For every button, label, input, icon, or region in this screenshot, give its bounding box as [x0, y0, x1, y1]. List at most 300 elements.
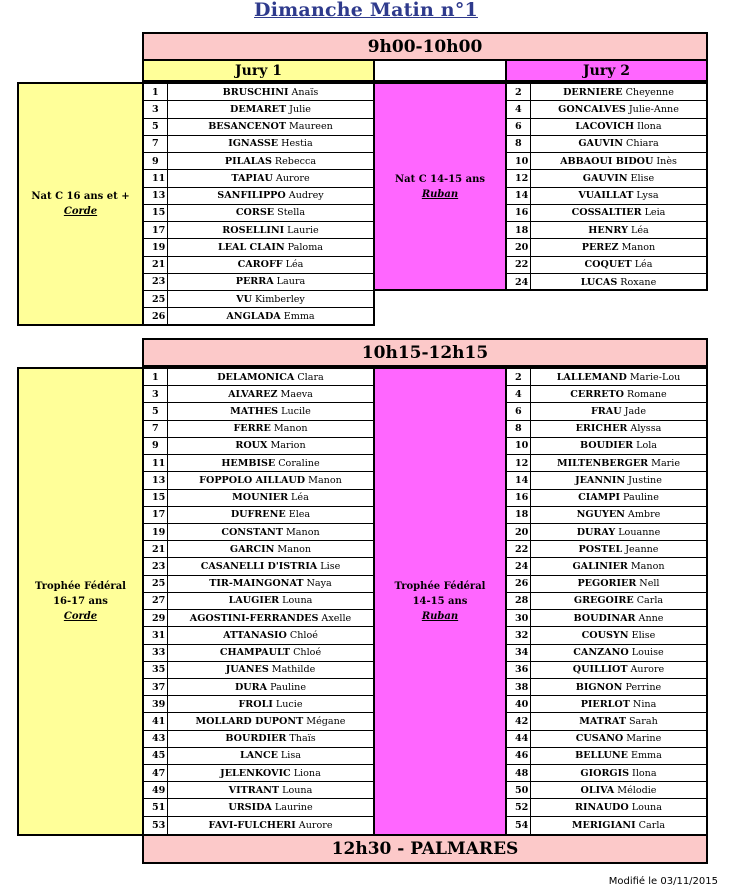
- participant-firstname: Marion: [270, 440, 306, 452]
- participant-row: [507, 205, 706, 222]
- participant-row: [144, 748, 373, 765]
- participant-number: 35: [144, 662, 168, 678]
- participant-firstname: Alyssa: [630, 423, 662, 435]
- participant-firstname: Audrey: [288, 190, 324, 202]
- participant-lastname: LALLEMAND: [556, 371, 627, 383]
- participant-lastname: COQUET: [584, 259, 632, 271]
- participant-number: 10: [507, 153, 531, 169]
- participant-row: [507, 713, 706, 730]
- category-apparatus: Ruban: [421, 611, 459, 622]
- participant-lastname: PIERLOT: [580, 698, 630, 710]
- participant-lastname: BIGNON: [575, 681, 623, 693]
- participant-number: 4: [507, 101, 531, 117]
- participant-name: [531, 610, 706, 626]
- participant-row: [507, 421, 706, 438]
- participant-number: 36: [507, 662, 531, 678]
- participant-number: 1: [144, 369, 168, 385]
- participant-row: [144, 386, 373, 403]
- participant-firstname: Sarah: [628, 715, 658, 727]
- participant-lastname: LAUGIER: [228, 595, 280, 607]
- participant-firstname: Ambre: [627, 509, 661, 521]
- participant-row: [507, 782, 706, 799]
- participant-name: [531, 713, 706, 729]
- participant-firstname: Lisa: [280, 750, 301, 762]
- participant-number: 24: [507, 274, 531, 291]
- participant-lastname: QUILLIOT: [572, 664, 628, 676]
- participant-number: 7: [144, 136, 168, 152]
- participant-row: [144, 765, 373, 782]
- participant-firstname: Perrine: [625, 681, 662, 693]
- participant-row: [507, 627, 706, 644]
- session2-jury1-table: [142, 367, 375, 836]
- participant-number: 3: [144, 101, 168, 117]
- participant-number: 51: [144, 799, 168, 815]
- participant-name: [168, 274, 373, 290]
- participant-row: [507, 153, 706, 170]
- participant-row: [144, 455, 373, 472]
- participant-name: [531, 645, 706, 661]
- participant-name: [168, 679, 373, 695]
- participant-number: 40: [507, 696, 531, 712]
- participant-lastname: GONCALVES: [558, 103, 626, 115]
- participant-name: [168, 222, 373, 238]
- participant-number: 38: [507, 679, 531, 695]
- participant-lastname: PILALAS: [224, 155, 272, 167]
- participant-firstname: Nell: [639, 578, 660, 590]
- participant-firstname: Jade: [624, 406, 646, 418]
- participant-row: [144, 817, 373, 834]
- participant-name: [168, 308, 373, 325]
- participant-row: [507, 799, 706, 816]
- participant-row: [507, 438, 706, 455]
- participant-row: [507, 576, 706, 593]
- participant-number: 6: [507, 119, 531, 135]
- participant-row: [507, 386, 706, 403]
- participant-lastname: TAPIAU: [231, 172, 273, 184]
- participant-row: [144, 239, 373, 256]
- participant-name: [531, 369, 706, 385]
- participant-lastname: DURAY: [576, 526, 616, 538]
- participant-name: [168, 541, 373, 557]
- category-name: Trophée Fédéral: [394, 581, 486, 592]
- participant-firstname: Marie: [651, 457, 681, 469]
- participant-number: 41: [144, 713, 168, 729]
- participant-firstname: Chloé: [289, 629, 318, 641]
- participant-row: [144, 490, 373, 507]
- participant-name: [531, 679, 706, 695]
- participant-number: 53: [144, 817, 168, 834]
- participant-lastname: JUANES: [225, 664, 269, 676]
- participant-lastname: VUAILLAT: [578, 190, 634, 202]
- participant-name: [168, 765, 373, 781]
- participant-number: 17: [144, 507, 168, 523]
- participant-row: [144, 696, 373, 713]
- participant-lastname: DUFRENE: [230, 509, 286, 521]
- category-name: Trophée Fédéral: [35, 581, 126, 592]
- participant-number: 2: [507, 84, 531, 100]
- participant-row: [507, 170, 706, 187]
- participant-row: [144, 274, 373, 291]
- participant-name: [168, 136, 373, 152]
- participant-firstname: Carla: [638, 819, 666, 831]
- participant-row: [144, 627, 373, 644]
- participant-firstname: Laurine: [274, 802, 313, 814]
- participant-row: [144, 438, 373, 455]
- participant-lastname: ATTANASIO: [223, 629, 287, 641]
- participant-firstname: Louna: [282, 784, 313, 796]
- participant-firstname: Ilona: [637, 121, 662, 133]
- participant-firstname: Leia: [644, 207, 666, 219]
- participant-name: [168, 438, 373, 454]
- palmares-label: 12h30 - PALMARES: [331, 839, 519, 859]
- category-apparatus: Corde: [63, 206, 98, 217]
- participant-lastname: LEAL CLAIN: [217, 241, 285, 253]
- participant-lastname: ROSELLINI: [222, 224, 285, 236]
- participant-row: [507, 696, 706, 713]
- participant-firstname: Louna: [282, 595, 313, 607]
- participant-name: [168, 490, 373, 506]
- participant-name: [168, 731, 373, 747]
- participant-lastname: AGOSTINI-FERRANDES: [189, 612, 319, 624]
- participant-number: 20: [507, 239, 531, 255]
- participant-lastname: CASANELLI D'ISTRIA: [200, 561, 318, 573]
- participant-name: [168, 782, 373, 798]
- participant-row: [507, 593, 706, 610]
- participant-name: [531, 507, 706, 523]
- participant-number: 30: [507, 610, 531, 626]
- participant-row: [507, 817, 706, 834]
- participant-lastname: FOPPOLO AILLAUD: [199, 474, 306, 486]
- participant-name: [168, 421, 373, 437]
- participant-lastname: CONSTANT: [221, 526, 283, 538]
- participant-name: [531, 403, 706, 419]
- participant-row: [507, 257, 706, 274]
- participant-firstname: Lysa: [636, 190, 659, 202]
- participant-lastname: LACOVICH: [575, 121, 635, 133]
- participant-number: 23: [144, 274, 168, 290]
- participant-lastname: MATRAT: [579, 715, 626, 727]
- participant-number: 44: [507, 731, 531, 747]
- session1-jury1-table: [142, 82, 375, 326]
- participant-firstname: Léa: [285, 259, 304, 271]
- participant-lastname: BOURDIER: [225, 733, 287, 745]
- participant-lastname: MERIGIANI: [571, 819, 636, 831]
- participant-row: [144, 188, 373, 205]
- participant-row: [507, 369, 706, 386]
- participant-name: [168, 713, 373, 729]
- participant-number: 27: [144, 593, 168, 609]
- participant-firstname: Paloma: [287, 241, 324, 253]
- participant-number: 8: [507, 136, 531, 152]
- participant-name: [531, 153, 706, 169]
- participant-number: 14: [507, 188, 531, 204]
- participant-lastname: IGNASSE: [228, 138, 279, 150]
- participant-name: [531, 386, 706, 402]
- participant-number: 17: [144, 222, 168, 238]
- participant-number: 1: [144, 84, 168, 100]
- participant-name: [531, 84, 706, 100]
- participant-number: 7: [144, 421, 168, 437]
- participant-number: 25: [144, 291, 168, 307]
- participant-name: [531, 136, 706, 152]
- participant-name: [168, 576, 373, 592]
- participant-number: 22: [507, 257, 531, 273]
- participant-number: 33: [144, 645, 168, 661]
- participant-lastname: TIR-MAINGONAT: [209, 578, 304, 590]
- participant-row: [144, 507, 373, 524]
- modified-date: Modifié le 03/11/2015: [608, 876, 718, 887]
- participant-firstname: Marine: [626, 733, 662, 745]
- participant-number: 49: [144, 782, 168, 798]
- participant-row: [144, 679, 373, 696]
- participant-row: [144, 257, 373, 274]
- participant-name: [168, 84, 373, 100]
- participant-firstname: Naya: [306, 578, 332, 590]
- participant-row: [144, 576, 373, 593]
- participant-name: [531, 188, 706, 204]
- participant-row: [507, 490, 706, 507]
- participant-lastname: GREGOIRE: [573, 595, 634, 607]
- category-age: 16-17 ans: [53, 596, 108, 607]
- participant-row: [507, 222, 706, 239]
- participant-firstname: Aurore: [630, 664, 665, 676]
- participant-row: [144, 291, 373, 308]
- participant-number: 24: [507, 558, 531, 574]
- participant-number: 15: [144, 490, 168, 506]
- participant-name: [168, 610, 373, 626]
- participant-number: 48: [507, 765, 531, 781]
- participant-firstname: Elea: [288, 509, 311, 521]
- participant-number: 11: [144, 455, 168, 471]
- participant-firstname: Emma: [630, 750, 662, 762]
- participant-row: [507, 403, 706, 420]
- participant-firstname: Justine: [628, 474, 662, 486]
- participant-number: 29: [144, 610, 168, 626]
- participant-name: [531, 239, 706, 255]
- participant-lastname: CORSE: [235, 207, 275, 219]
- participant-firstname: Pauline: [622, 492, 659, 504]
- participant-lastname: SANFILIPPO: [217, 190, 286, 202]
- participant-row: [507, 239, 706, 256]
- participant-lastname: URSIDA: [228, 802, 272, 814]
- participant-name: [168, 593, 373, 609]
- participant-number: 11: [144, 170, 168, 186]
- participant-row: [144, 645, 373, 662]
- participant-firstname: Manon: [621, 241, 656, 253]
- participant-firstname: Manon: [273, 423, 308, 435]
- participant-number: 21: [144, 541, 168, 557]
- participant-number: 12: [507, 170, 531, 186]
- participant-number: 45: [144, 748, 168, 764]
- participant-lastname: HENRY: [588, 224, 628, 236]
- participant-name: [531, 696, 706, 712]
- participant-lastname: VITRANT: [228, 784, 280, 796]
- participant-name: [168, 817, 373, 834]
- participant-firstname: Aurore: [275, 172, 310, 184]
- participant-row: [144, 101, 373, 118]
- participant-row: [507, 455, 706, 472]
- participant-firstname: Axelle: [321, 612, 352, 624]
- participant-name: [531, 524, 706, 540]
- participant-number: 42: [507, 713, 531, 729]
- participant-lastname: GALINIER: [572, 561, 628, 573]
- participant-row: [144, 541, 373, 558]
- participant-row: [507, 274, 706, 291]
- participant-number: 54: [507, 817, 531, 834]
- participant-number: 19: [144, 239, 168, 255]
- participant-lastname: GARCIN: [229, 543, 275, 555]
- participant-row: [144, 308, 373, 325]
- participant-number: 5: [144, 119, 168, 135]
- category-apparatus: Ruban: [421, 188, 459, 200]
- participant-firstname: Léa: [291, 492, 309, 504]
- participant-lastname: POSTEL: [578, 543, 623, 555]
- participant-row: [144, 731, 373, 748]
- participant-row: [507, 645, 706, 662]
- participant-firstname: Maureen: [288, 121, 333, 133]
- participant-row: [144, 662, 373, 679]
- participant-number: 32: [507, 627, 531, 643]
- category-name: Nat C 14-15 ans: [394, 173, 485, 185]
- participant-number: 6: [507, 403, 531, 419]
- participant-number: 31: [144, 627, 168, 643]
- participant-firstname: Marie-Lou: [629, 371, 681, 383]
- participant-firstname: Lise: [320, 561, 341, 573]
- participant-row: [507, 765, 706, 782]
- participant-name: [531, 593, 706, 609]
- session1-jury1-header: [142, 59, 375, 82]
- participant-lastname: CUSANO: [575, 733, 624, 745]
- participant-row: [144, 205, 373, 222]
- participant-name: [531, 662, 706, 678]
- participant-firstname: Carla: [636, 595, 664, 607]
- participant-firstname: Manon: [285, 526, 320, 538]
- participant-lastname: CANZANO: [573, 647, 629, 659]
- participant-number: 19: [144, 524, 168, 540]
- participant-number: 9: [144, 438, 168, 454]
- participant-row: [144, 799, 373, 816]
- participant-number: 12: [507, 455, 531, 471]
- participant-lastname: OLIVA: [580, 784, 615, 796]
- participant-row: [507, 558, 706, 575]
- participant-lastname: ALVAREZ: [228, 388, 278, 400]
- participant-name: [531, 205, 706, 221]
- participant-number: 16: [507, 205, 531, 221]
- participant-row: [507, 662, 706, 679]
- participant-lastname: CHAMPAULT: [219, 647, 291, 659]
- participant-number: 39: [144, 696, 168, 712]
- participant-firstname: Julie: [289, 103, 311, 115]
- participant-firstname: Laurie: [287, 224, 319, 236]
- participant-firstname: Nina: [632, 698, 657, 710]
- participant-name: [531, 438, 706, 454]
- participant-firstname: Maeva: [280, 388, 313, 400]
- participant-number: 26: [144, 308, 168, 325]
- participant-number: 2: [507, 369, 531, 385]
- session2-time-header: [142, 338, 708, 367]
- participant-lastname: GAUVIN: [578, 138, 624, 150]
- participant-firstname: Anaïs: [291, 86, 319, 98]
- participant-name: [168, 524, 373, 540]
- participant-lastname: DELAMONICA: [217, 371, 295, 383]
- participant-name: [531, 558, 706, 574]
- participant-lastname: ANGLADA: [226, 311, 281, 323]
- participant-lastname: DURA: [234, 681, 268, 693]
- participant-row: [144, 558, 373, 575]
- page-title: Dimanche Matin n°1: [254, 0, 478, 21]
- participant-row: [507, 610, 706, 627]
- participant-firstname: Léa: [634, 259, 653, 271]
- participant-name: [168, 153, 373, 169]
- participant-firstname: Ilona: [632, 767, 657, 779]
- participant-lastname: LUCAS: [580, 276, 618, 288]
- participant-lastname: VU: [236, 293, 252, 305]
- participant-lastname: JELENKOVIC: [220, 767, 291, 779]
- participant-number: 14: [507, 472, 531, 488]
- participant-number: 52: [507, 799, 531, 815]
- participant-row: [144, 713, 373, 730]
- participant-row: [144, 369, 373, 386]
- participant-row: [507, 472, 706, 489]
- participant-name: [531, 222, 706, 238]
- participant-lastname: BELLUNE: [575, 750, 628, 762]
- participant-number: 18: [507, 507, 531, 523]
- session1-jury-gap: [373, 59, 507, 82]
- participant-name: [168, 455, 373, 471]
- participant-firstname: Romane: [627, 388, 667, 400]
- participant-firstname: Hestia: [281, 138, 313, 150]
- participant-name: [168, 101, 373, 117]
- participant-name: [168, 205, 373, 221]
- participant-firstname: Mathilde: [271, 664, 316, 676]
- participant-name: [531, 119, 706, 135]
- participant-row: [144, 593, 373, 610]
- participant-number: 50: [507, 782, 531, 798]
- participant-lastname: DEMARET: [230, 103, 287, 115]
- participant-firstname: Elise: [630, 172, 655, 184]
- participant-number: 20: [507, 524, 531, 540]
- participant-number: 13: [144, 188, 168, 204]
- participant-row: [507, 101, 706, 118]
- category-apparatus: Corde: [63, 611, 98, 622]
- participant-name: [531, 817, 706, 834]
- session2-jury2-table: [505, 367, 708, 836]
- participant-name: [168, 188, 373, 204]
- participant-firstname: Rebecca: [274, 155, 317, 167]
- participant-name: [531, 257, 706, 273]
- session2-category-left: [17, 367, 144, 836]
- participant-name: [531, 541, 706, 557]
- participant-firstname: Louanne: [618, 526, 661, 538]
- participant-name: [168, 386, 373, 402]
- participant-name: [531, 765, 706, 781]
- session1-time-header: [142, 32, 708, 61]
- participant-lastname: FAVI-FULCHERI: [208, 819, 296, 831]
- participant-lastname: BRUSCHINI: [222, 86, 289, 98]
- participant-number: 15: [144, 205, 168, 221]
- participant-lastname: MILTENBERGER: [556, 457, 649, 469]
- participant-name: [531, 748, 706, 764]
- jury1-label: Jury 1: [235, 62, 282, 79]
- participant-firstname: Anne: [638, 612, 664, 624]
- participant-name: [168, 627, 373, 643]
- participant-name: [531, 627, 706, 643]
- participant-name: [531, 274, 706, 291]
- participant-lastname: ABBAOUI BIDOU: [560, 155, 654, 167]
- participant-row: [507, 731, 706, 748]
- participant-number: 10: [507, 438, 531, 454]
- participant-firstname: Julie-Anne: [628, 103, 679, 115]
